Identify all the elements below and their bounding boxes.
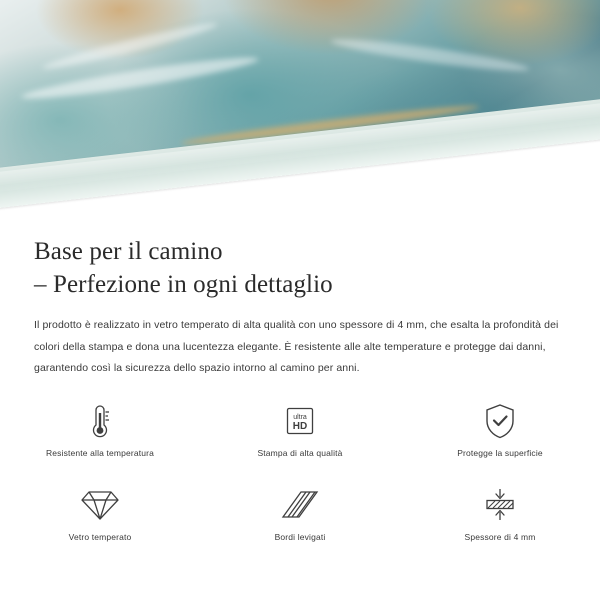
page-title xyxy=(0,215,600,301)
polished-edges-icon xyxy=(279,482,321,528)
shield-check-icon xyxy=(481,398,519,444)
svg-text:HD: HD xyxy=(292,421,308,432)
feature-item-surface-protection xyxy=(400,398,600,476)
feature-item-tempered-glass xyxy=(0,482,200,560)
description-paragraph: Il prodotto è realizzato in vetro temperato di alta qualità con uno spessore di 4 mm, che esalta la profondità dei colori della stampa e dona una lucentezza elegante. È resistente alle alte temperature e protegge dai danni, garantendo così la sicurezza dello spazio intorno al camino per anni. xyxy=(34,319,559,375)
feature-label: Resistente alla temperatura xyxy=(46,448,154,458)
feature-item-thickness xyxy=(400,482,600,560)
feature-item-print-quality xyxy=(200,398,400,476)
text-block xyxy=(0,215,600,380)
svg-text:ultra: ultra xyxy=(293,414,307,421)
feature-label: Bordi levigati xyxy=(274,532,326,542)
feature-label: Stampa di alta qualità xyxy=(257,448,343,458)
feature-grid xyxy=(0,398,600,560)
thickness-arrows-icon xyxy=(480,482,520,528)
feature-item-temperature xyxy=(0,398,200,476)
feature-label: Protegge la superficie xyxy=(457,448,543,458)
diamond-icon xyxy=(80,482,120,528)
headline-line-1: Base per il camino xyxy=(34,238,223,265)
ultra-hd-icon xyxy=(281,398,319,444)
headline-line-2: – Perfezione in ogni dettaglio xyxy=(34,271,333,298)
thermometer-icon xyxy=(83,398,117,444)
feature-label: Spessore di 4 mm xyxy=(464,532,536,542)
feature-item-polished-edges xyxy=(200,482,400,560)
hero-image xyxy=(0,0,600,215)
feature-label: Vetro temperato xyxy=(68,532,132,542)
